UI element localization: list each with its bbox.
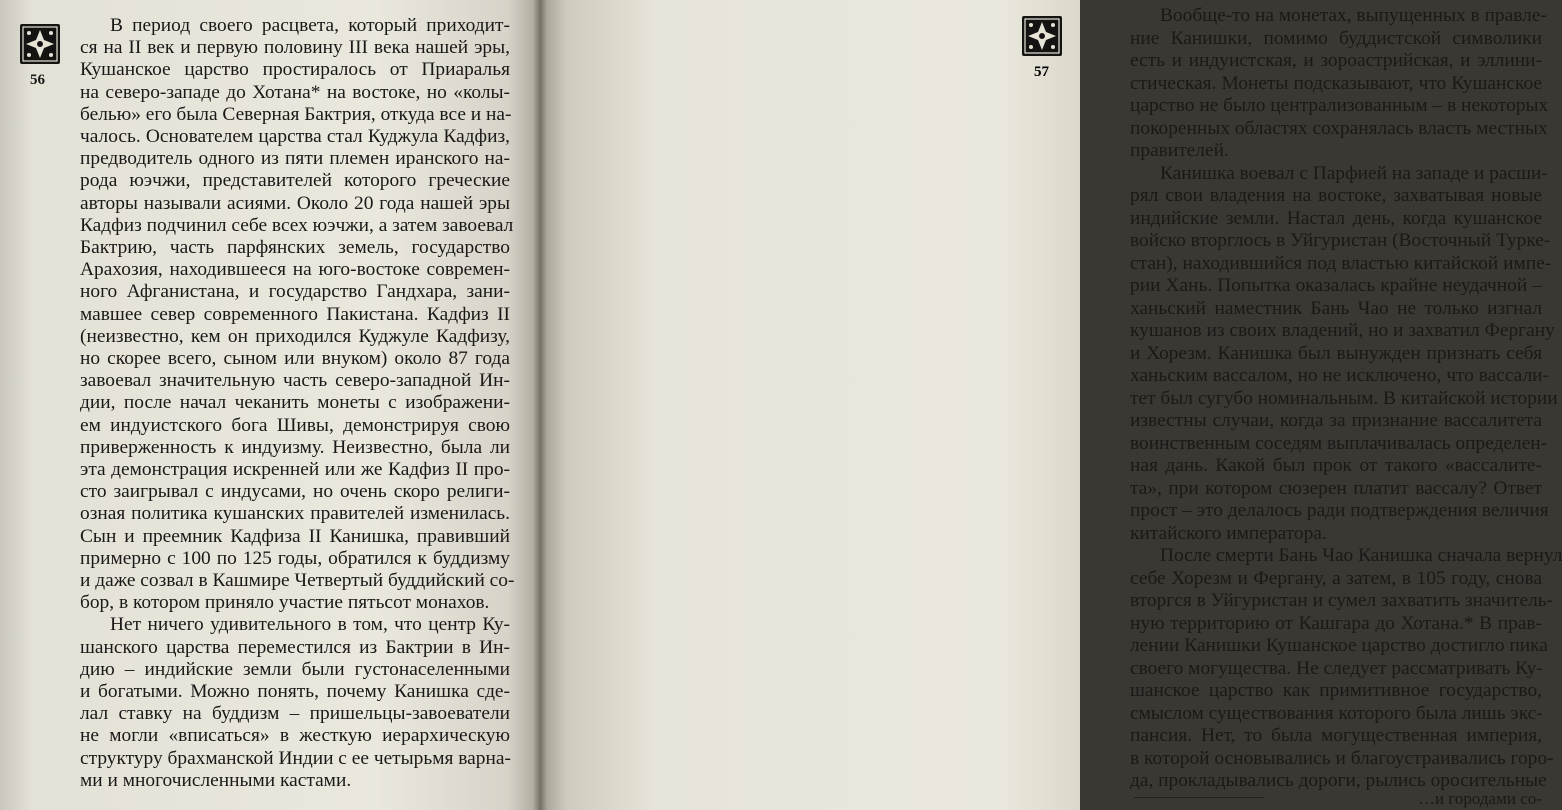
text-line: ную территорию от Кашгара до Хотана.* В прав- [1130,612,1542,634]
text-line: ем индуистского бога Шивы, демонстрируя свою [80,414,510,436]
text-line: ная дань. Какой был прок от такого «вассалите- [1130,455,1542,476]
text-line: и даже созвал в Кашмире Четвертый буддийский со- [80,570,515,591]
text-line: ние Канишки, помимо буддистской символики [1130,27,1542,49]
text-line: чалось. Основателем царства стал Куджула Кадфиз, [80,126,510,147]
text-line: бор, в котором приняло участие пятьсот монахов. [80,592,490,614]
text-line: покоренных областях сохранялась власть местных [1130,117,1548,139]
text-line: (неизвестно, кем он приходился Куджуле Кадфизу, [80,325,510,347]
footnote-divider [1134,797,1264,798]
text-line: Кушанское царство простиралось от Приаралья [80,59,510,81]
text-line: своего могущества. Не следует рассматривать Ку- [1130,657,1543,679]
text-line: предводитель одного из пяти племен иранского на- [80,148,510,170]
text-line: Вообще-то на монетах, выпущенных в правле- [1160,5,1547,26]
text-line: прост – это делалось ради подтверждения величия [1130,500,1549,521]
text-line: сто заигрывал с индусами, но очень скоро религи- [80,481,510,503]
text-line: завоевал значительную часть северо-западной Ин- [80,370,510,392]
text-line: примерно с 100 по 125 годы, обратился к буддизму [80,547,510,569]
page-number: 57 [1034,64,1049,80]
text-line: рода юэчжи, представителей которого греческие [80,170,510,192]
text-line: на северо-западе до Хотана* на востоке, но «колы- [80,81,510,103]
text-line: шанское царство как примитивное государство, [1130,680,1542,701]
text-line: ного Афганистана, и государство Гандхара, зани- [80,281,510,303]
text-line: смыслом существования которого была лишь экс- [1130,702,1543,724]
page-number: 56 [30,72,45,88]
text-line: приверженность к индуизму. Неизвестно, была ли [80,436,510,458]
book-gutter [533,0,547,810]
text-line: белью» его была Северная Бактрия, откуда все и на- [80,103,512,125]
text-line: индийские земли. Настал день, когда кушанское [1130,207,1542,229]
ornament-icon [20,24,60,64]
text-line: эта демонстрация искренней или же Кадфиз II про- [80,459,510,480]
text-line: царство не было централизованным – в некоторых [1130,95,1549,116]
text-line: в которой основывались и благоустраивались горо- [1130,747,1554,769]
text-line: известны случаи, когда за признание вассалитета [1130,410,1542,431]
right-page [540,0,1562,810]
text-line: В период своего расцвета, который приходит- [110,15,510,36]
text-line: Кадфиз подчинил себе всех юэчжи, а затем завоевал [80,214,514,236]
text-line: лал ставку на буддизм – пришельцы-завоеватели [80,703,510,725]
text-line: тет был сугубо номинальным. В китайской истории [1130,387,1558,409]
text-line: Сын и преемник Кадфиза II Канишка, правивший [80,525,510,547]
text-line: пансия. Нет, то была могущественная империя, [1130,725,1542,746]
text-line: не могли «вписаться» в жесткую иерархическую [80,725,510,747]
text-line: да, прокладывались дороги, рылись оросительные [1130,770,1547,791]
text-line: Бактрию, часть парфянских земель, государство [80,237,510,258]
text-line: После смерти Бань Чао Канишка сначала вернул [1160,545,1562,566]
text-line: рял свои владения на востоке, захватывая новые [1130,185,1542,206]
text-line: Канишка воевал с Парфией на западе и расши- [1160,162,1548,184]
text-line: дию – индийские земли были густонаселенными [80,658,510,680]
ornament-icon [1022,16,1062,56]
text-line: шанского царства переместился из Бактрии в Ин- [80,636,510,658]
text-line: и Хорезм. Канишка был вынужден признать себя [1130,342,1542,364]
text-line: Арахозия, находившееся на юго-востоке современ- [80,259,510,281]
text-line: но скорее всего, сыном или внуком) около 87 года [80,348,510,369]
text-line: и богатыми. Можно понять, почему Канишка сде- [80,681,510,702]
text-line: вторгся в Уйгуристан и сумел захватить значитель- [1130,590,1554,611]
text-line: озная политика кушанских правителей изменилась. [80,503,510,525]
text-line: стан), находившийся под властью китайской импе- [1130,252,1552,274]
text-line: дии, после начал чеканить монеты с изображени- [80,392,510,414]
text-line: стическая. Монеты подсказывают, что Кушанское [1130,72,1542,94]
text-line: ся на II век и первую половину III века нашей эры, [80,37,510,59]
text-line: та», при котором сюзерен платит вассалу? Ответ [1130,477,1542,499]
text-line: авторы называли асиями. Около 20 года нашей эры [80,192,510,214]
text-line: рии Хань. Попытка оказалась крайне неудачной – [1130,275,1542,296]
text-line: китайского императора. [1130,522,1327,544]
text-line: мавшее север современного Пакистана. Кадфиз II [80,303,510,325]
text-line: структуру брахманской Индии с ее четырьмя варна- [80,747,511,769]
text-line: войско вторглось в Уйгуристан (Восточный Турке- [1130,230,1551,251]
text-line: правителей. [1130,140,1229,161]
left-page [0,0,540,810]
footnote-fragment: …и городами со- [1418,789,1542,808]
text-line: ханьским вассалом, но не исключено, что вассали- [1130,365,1549,386]
text-line: ханьский наместник Бань Чао не только изгнал [1130,297,1542,319]
text-line: себе Хорезм и Фергану, а затем, в 105 году, снова [1130,567,1542,589]
text-line: есть и индуистская, и зороастрийская, и эллини- [1130,50,1542,71]
text-line: воинственным соседям выплачивалась определен- [1130,432,1548,454]
text-line: лении Канишки Кушанское царство достигло пика [1130,635,1548,656]
text-line: Нет ничего удивительного в том, что центр Ку- [110,614,510,636]
text-line: ми и многочисленными кастами. [80,769,352,791]
text-line: кушанов из своих владений, но и захватил Фергану [1130,320,1555,341]
